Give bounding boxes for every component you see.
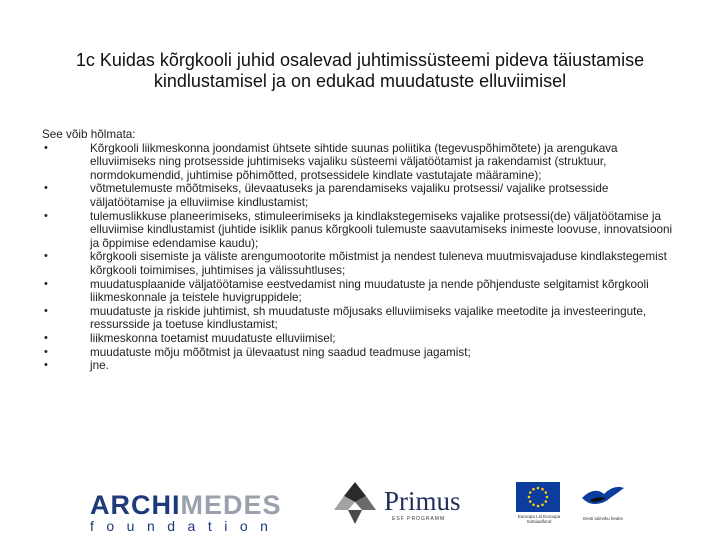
primus-wordmark: Primus	[384, 486, 461, 516]
slide-title: 1c Kuidas kõrgkooli juhid osalevad juhtimissüsteemi pideva täiustamise kindlustamisel ja on edukad muudatuste elluviimisel	[75, 50, 645, 91]
bullet-text: Kõrgkooli liikmeskonna joondamist ühtsete sihtide suunas poliitika (tegevuspõhimõtete) ja arengukava elluviimiseks ning protsesside juhtimiseks vajaliku süsteemi väljatöötamist ja rakendamist (struktuur, normdokumendid, juhtimise põhimõtted, protsessidele kindlate vastutajate määramine);	[90, 141, 618, 182]
bullet-text: võtmetulemuste mõõtmiseks, ülevaatuseks ja parendamiseks vajaliku protsessi/ vajalike protsesside väljatöötamise ja elluviimise kindlustamist;	[90, 182, 609, 209]
bullet-text: liikmeskonna toetamist muudatuste elluviimisel;	[90, 331, 336, 345]
list-item	[42, 305, 682, 332]
bullet-text: jne.	[90, 359, 109, 373]
bullet-text: tulemuslikkuse planeerimiseks, stimuleerimiseks ja kindlakstegemiseks vajalike protsessi(de) väljatöötamise ja elluviimise kindlustamist (juhtide isiklik panus kõrgkooli tulemuste saavutamiseks inimeste loovuse, innovatsiooni ja õppimise edendamise kaudu);	[90, 209, 673, 250]
archimedes-logo	[90, 492, 300, 532]
list-item	[42, 359, 682, 373]
primus-emblem-icon	[332, 480, 378, 526]
bullet-icon: •	[44, 345, 48, 358]
bullet-icon: •	[44, 182, 48, 195]
bullet-text: muudatuste mõju mõõtmist ja ülevaatust ning saadud teadmuse jagamist;	[90, 345, 471, 359]
bullet-icon: •	[44, 209, 48, 222]
slide-body	[42, 128, 682, 373]
list-item	[42, 346, 682, 360]
bullet-icon: •	[44, 250, 48, 263]
list-item	[42, 332, 682, 346]
eu-flag-icon	[516, 482, 560, 512]
list-item	[42, 250, 682, 277]
archimedes-subtitle: foundation	[90, 518, 281, 534]
bullet-icon: •	[44, 331, 48, 344]
bullet-list	[42, 142, 682, 373]
bullet-icon: •	[44, 141, 48, 154]
estonia-caption: Eesti tuleviku heaks	[583, 516, 623, 521]
archimedes-wordmark-part2: MEDES	[180, 490, 282, 520]
archimedes-wordmark-part1: ARCHI	[90, 490, 181, 520]
eu-caption: Euroopa Liit Euroopa Sotsiaalfond	[517, 514, 561, 524]
primus-subtitle: ESF PROGRAMM	[392, 516, 446, 522]
bullet-text: muudatuste ja riskide juhtimist, sh muudatuste mõjusaks elluviimiseks vajalike meetodite ja investeeringute, ressursside ja toetuse kindlustamist;	[90, 304, 647, 332]
sponsor-logos	[0, 478, 720, 534]
list-item	[42, 278, 682, 305]
estonia-swallow-icon	[580, 482, 626, 512]
bullet-icon: •	[44, 359, 48, 372]
list-item	[42, 142, 682, 183]
bullet-text: muudatusplaanide väljatöötamise eestvedamist ning muudatuste ja nende põhjenduste selgitamist kõrgkooli liikmeskonnale ja teistele huvigruppidele;	[90, 277, 649, 305]
primus-logo	[332, 480, 477, 528]
list-item	[42, 182, 682, 209]
bullet-text: kõrgkooli sisemiste ja väliste arengumootorite mõistmist ja nendest tuleneva muutmisvajaduse kindlakstegemist kõrgkooli toimimises, juhtimises ja välissuhtluses;	[90, 250, 667, 277]
intro-text: See võib hõlmata:	[42, 128, 136, 141]
bullet-icon: •	[44, 277, 48, 290]
bullet-icon: •	[44, 304, 48, 317]
list-item	[42, 210, 682, 251]
